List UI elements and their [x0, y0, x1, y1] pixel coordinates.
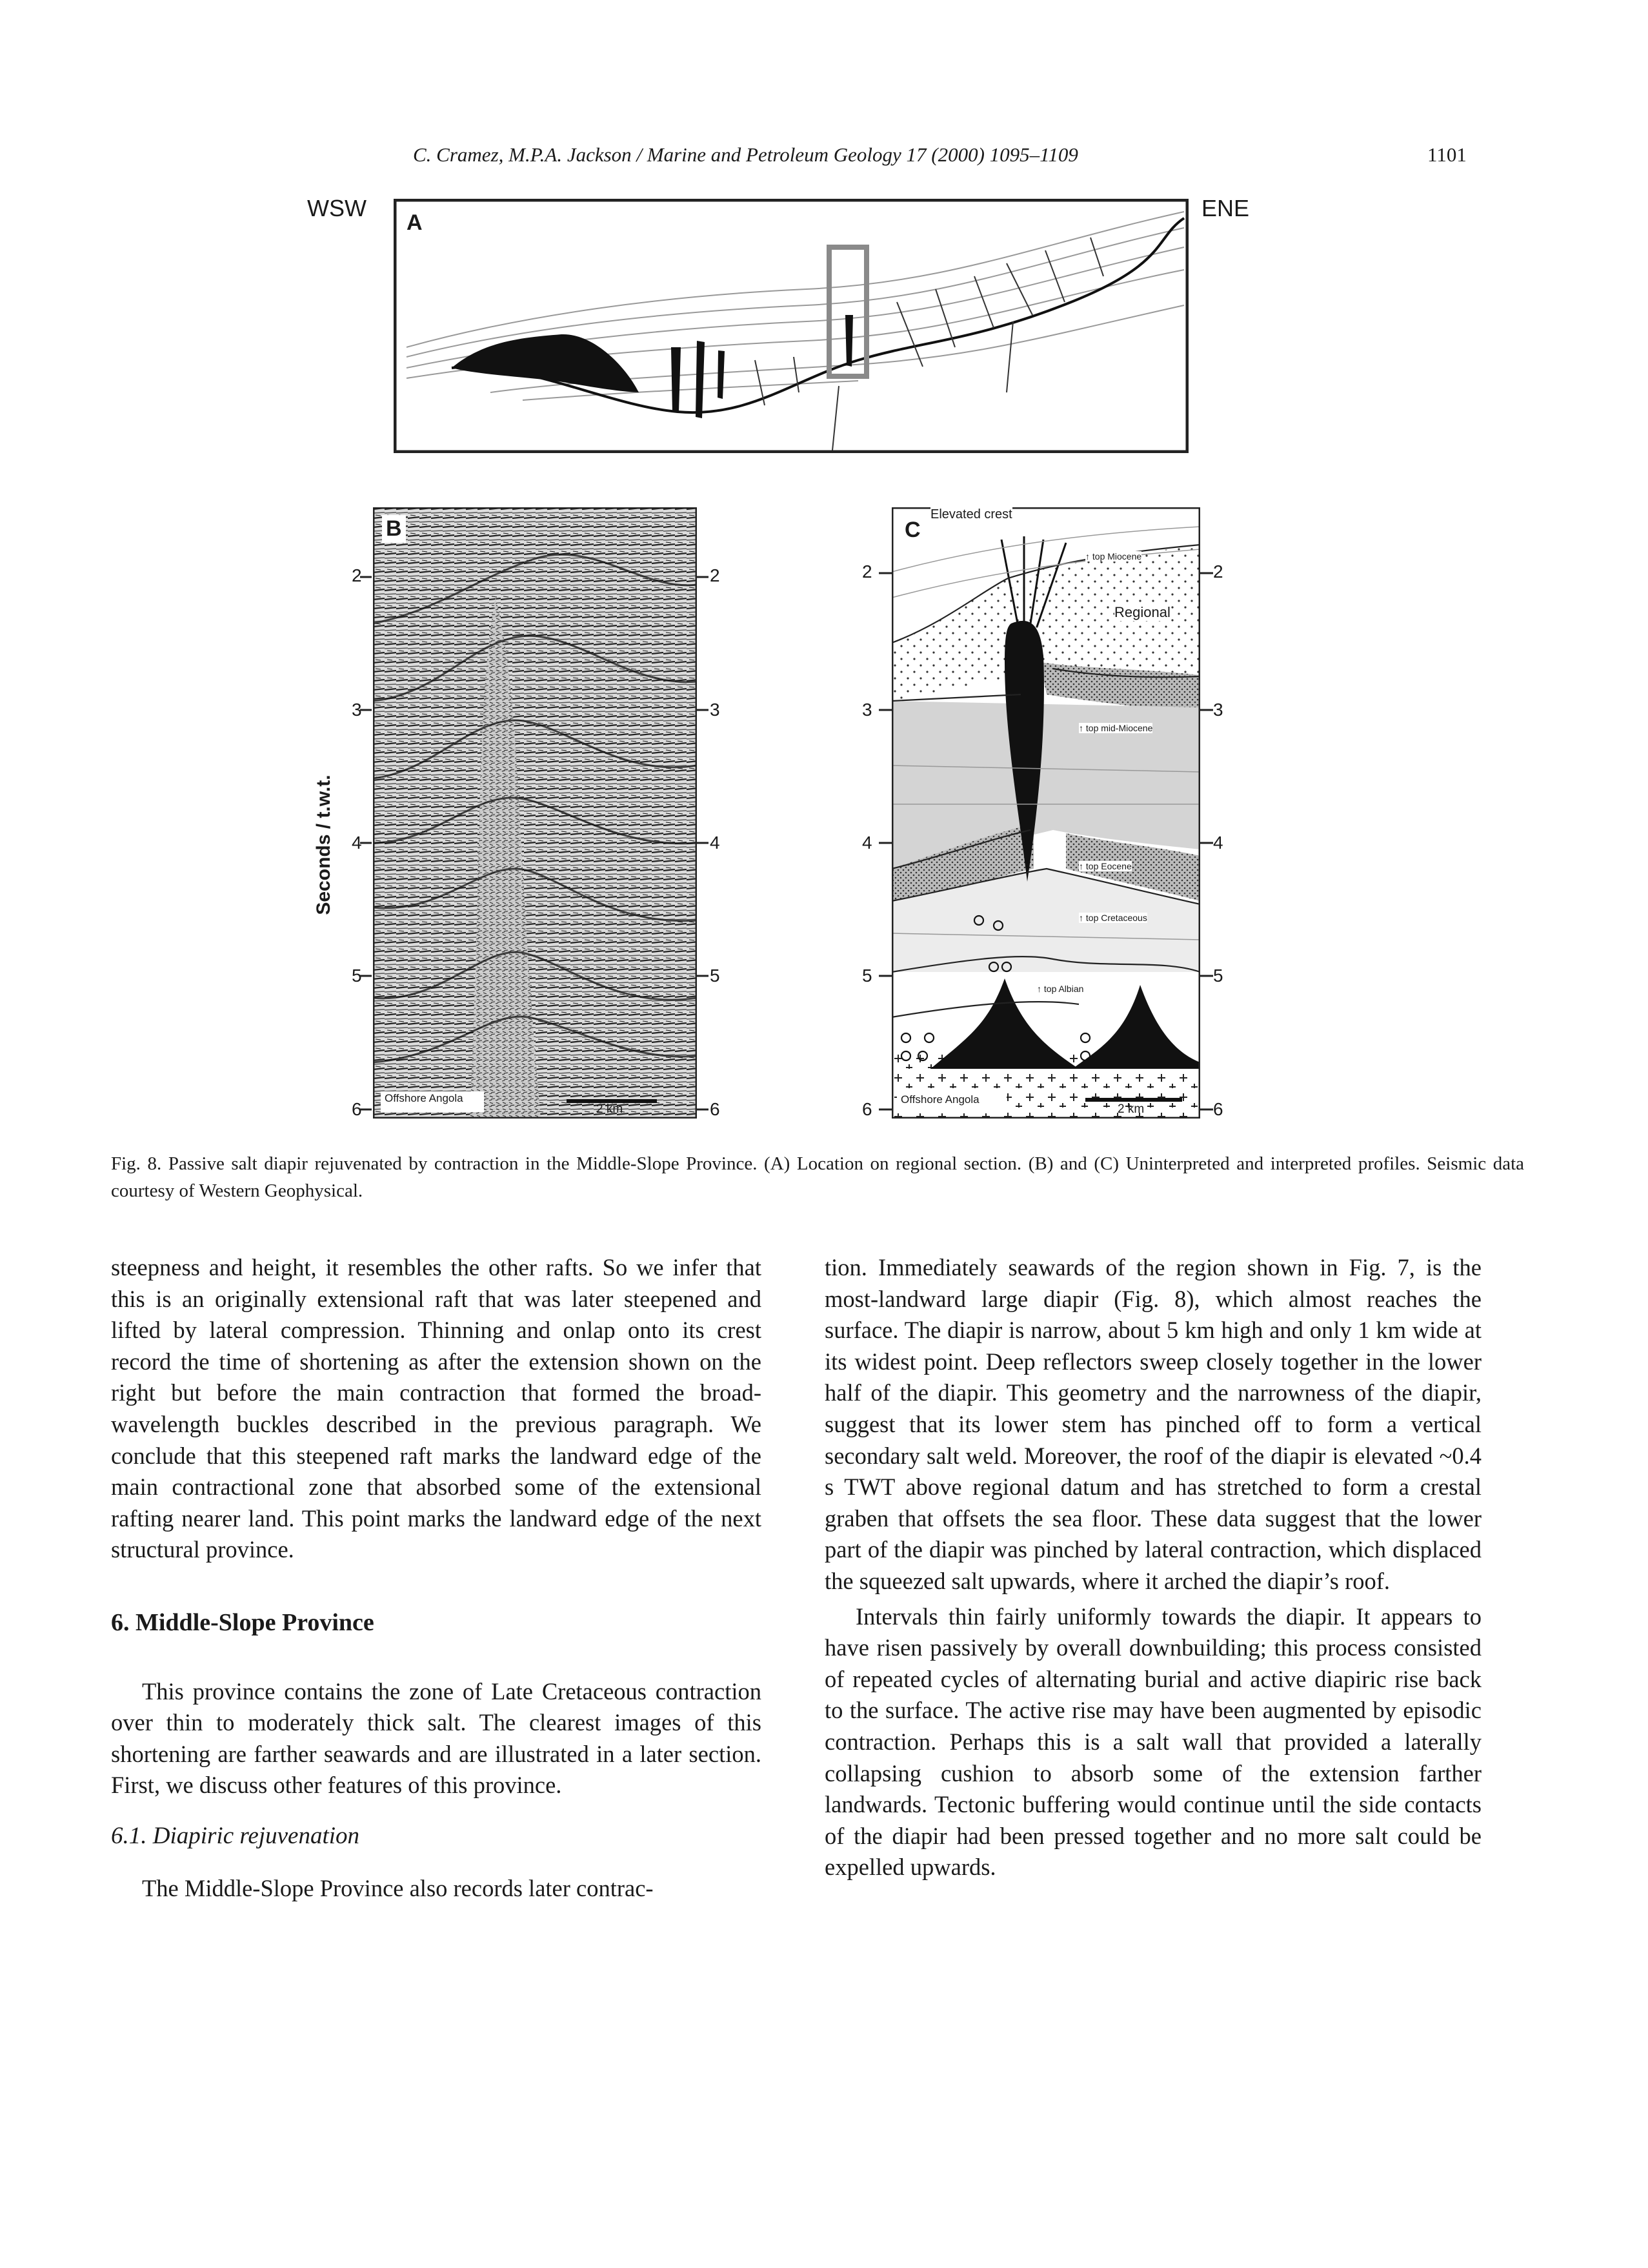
panel-c-label-cretaceous: ↑ top Cretaceous	[1079, 913, 1147, 923]
panel-b-tick-right-5: 5	[710, 966, 720, 986]
panel-c-tick-right-2: 2	[1213, 562, 1223, 582]
panel-b-tick-left-5: 5	[352, 966, 362, 986]
panel-c-letter: C	[901, 516, 925, 544]
left-paragraph-1: steepness and height, it resembles the other rafts. So we infer that this is an originally extensional raft that was later steepened and lifted by lateral compression. Thinning and onlap onto its crest record the time of shortening as after the extension shown on the right but before the main contraction that formed the broad-wavelength buckles described in the previous paragraph. We conclude that this steepened raft marks the landward edge of the main contractional zone that absorbed some of the extensional rafting nearer land. This point marks the landward edge of the next structural province.	[111, 1254, 761, 1563]
right-column	[825, 1252, 1482, 1883]
panel-a-svg	[394, 199, 1189, 453]
panel-b-axis-label: Seconds / t.w.t.	[313, 775, 334, 915]
page-number: 1101	[1427, 143, 1467, 166]
panel-b-tick-left-6: 6	[352, 1099, 362, 1119]
section-heading: 6. Middle-Slope Province	[111, 1608, 374, 1636]
panel-c-tick-left-6: 6	[862, 1099, 872, 1119]
panel-c-interpreted-profile	[892, 507, 1200, 1119]
panel-b-scale-label: 2 km	[596, 1102, 623, 1116]
panel-c-svg	[892, 507, 1200, 1119]
panel-c-label-regional: Regional	[1114, 604, 1171, 620]
left-paragraph-3: The Middle-Slope Province also records later contrac-	[142, 1874, 654, 1901]
panel-b-tick-right-2: 2	[710, 565, 720, 585]
panel-c-label-mid-miocene: ↑ top mid-Miocene	[1079, 723, 1153, 733]
panel-c-label-crest: Elevated crest	[930, 507, 1012, 521]
panel-a-ene-label: ENE	[1201, 195, 1250, 221]
journal-citation: C. Cramez, M.P.A. Jackson / Marine and Petroleum Geology 17 (2000) 1095–1109	[413, 143, 1078, 166]
panel-c-label-eocene: ↑ top Eocene	[1079, 861, 1132, 871]
panel-c-tick-marks-left	[879, 571, 892, 1113]
panel-c-tick-right-4: 4	[1213, 833, 1223, 853]
panel-c-label-miocene: ↑ top Miocene	[1085, 551, 1142, 562]
panel-c-tick-left-4: 4	[862, 833, 872, 853]
panel-b-tick-marks-right	[697, 574, 708, 1117]
right-paragraph-1: tion. Immediately seawards of the region shown in Fig. 7, is the most-landward large diapir (Fig. 8), which almost reaches the surface. The diapir is narrow, about 5 km high and only 1 km wide at its widest point. Deep reflectors sweep closely together in the lower half of the diapir. This geometry and the narrowness of the diapir, suggest that its lower stem has pinched off to form a vertical secondary salt weld. Moreover, the roof of the diapir is elevated ~0.4 s TWT above regional datum and has stretched to form a crestal graben that offsets the sea floor. These data suggest that the lower part of the diapir was pinched by lateral contraction, which displaced the squeezed salt upwards, where it arched the diapir’s roof.	[825, 1254, 1482, 1594]
panel-b-tick-left-2: 2	[352, 565, 362, 585]
panel-b-tick-right-4: 4	[710, 833, 720, 853]
panel-c-location: Offshore Angola	[901, 1093, 980, 1106]
panel-c-scale-label: 2 km	[1118, 1102, 1145, 1116]
panel-c-tick-left-2: 2	[862, 562, 872, 582]
panel-b-location: Offshore Angola	[385, 1092, 463, 1104]
figure-caption: Fig. 8. Passive salt diapir rejuvenated by contraction in the Middle-Slope Province. (A) Location on regional section. (B) and (C) Uninterpreted and interpreted profiles. Seismic data courtesy of Western Geophysical.	[111, 1153, 1524, 1201]
panel-a-wsw-label: WSW	[307, 195, 367, 221]
panel-c-tick-marks-right	[1200, 571, 1213, 1113]
panel-a-regional-section	[394, 199, 1189, 453]
panel-c-tick-left-3: 3	[862, 700, 872, 720]
panel-c-tick-right-5: 5	[1213, 966, 1223, 986]
panel-b-svg	[373, 507, 697, 1119]
panel-c-tick-left-5: 5	[862, 966, 872, 986]
panel-b-tick-right-3: 3	[710, 700, 720, 720]
panel-b-tick-left-3: 3	[352, 700, 362, 720]
panel-b-letter: B	[382, 515, 406, 543]
left-paragraph-2: This province contains the zone of Late Cretaceous contraction over thin to moderately thick salt. The clearest images of this shortening are farther seawards and are illustrated in a later section. First, we discuss other features of this province.	[111, 1677, 761, 1799]
left-column	[111, 1252, 761, 1904]
panel-b-tick-right-6: 6	[710, 1099, 720, 1119]
panel-a-letter: A	[403, 209, 427, 237]
panel-b-tick-marks-left	[360, 574, 372, 1117]
subsection-heading: 6.1. Diapiric rejuvenation	[111, 1822, 360, 1849]
right-paragraph-2: Intervals thin fairly uniformly towards the diapir. It appears to have risen passively by overall downbuilding; this process consisted of repeated cycles of alternating burial and active diapiric rise back to the surface. The active rise may have been augmented by episodic contraction. Perhaps this is a salt wall that provided a laterally collapsing cushion to absorb some of the extension farther landwards. Tectonic buffering would continue until the side contacts of the diapir had been pressed together and no more salt could be expelled upwards.	[825, 1603, 1482, 1881]
panel-c-tick-right-6: 6	[1213, 1099, 1223, 1119]
panel-c-label-albian: ↑ top Albian	[1037, 984, 1084, 994]
panel-b-seismic-profile	[373, 507, 697, 1119]
panel-c-tick-right-3: 3	[1213, 700, 1223, 720]
panel-b-tick-left-4: 4	[352, 833, 362, 853]
